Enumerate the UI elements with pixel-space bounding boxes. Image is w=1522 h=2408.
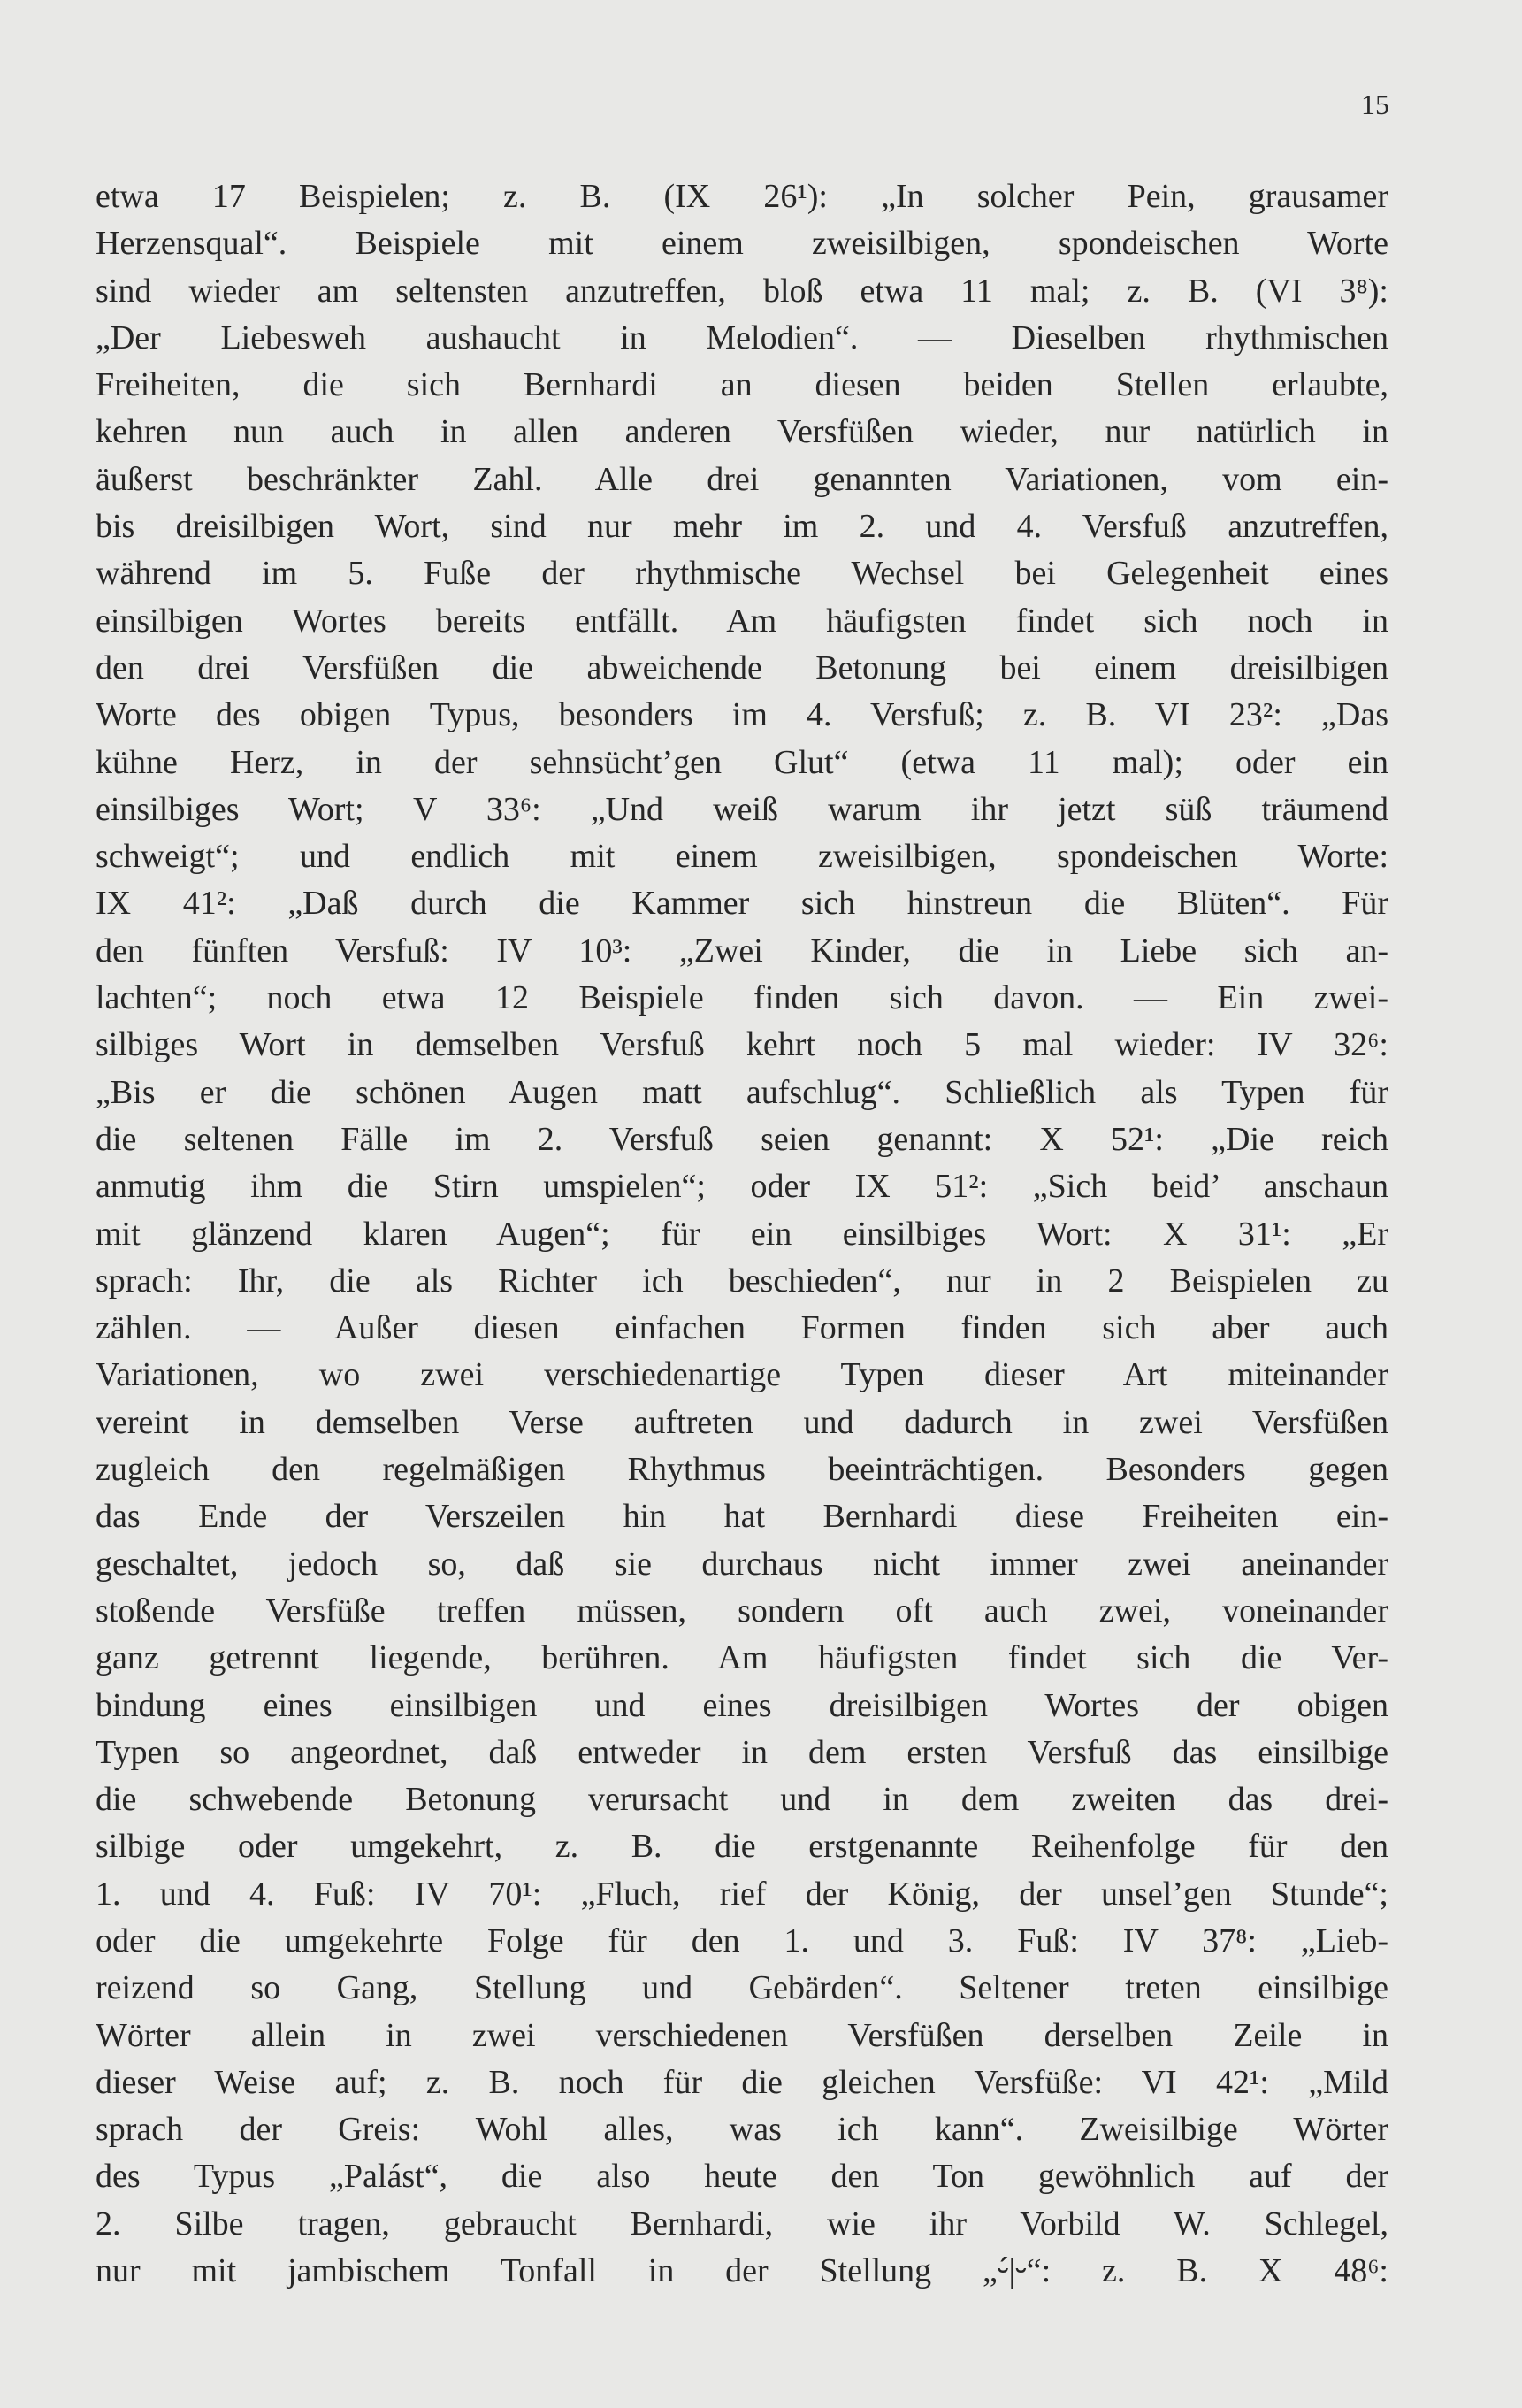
text-line: die schwebende Betonung verursacht und in dem zweiten das drei- bbox=[96, 1781, 1388, 1819]
page-number: 15 bbox=[1361, 88, 1389, 120]
text-line: äußerst beschränkter Zahl. Alle drei genannten Variationen, vom ein- bbox=[96, 460, 1388, 498]
text-line: während im 5. Fuße der rhythmische Wechsel bei Gelegenheit eines bbox=[96, 555, 1388, 593]
text-line: anmutig ihm die Stirn umspielen“; oder IX 51²: „Sich beid’ anschaun bbox=[96, 1168, 1388, 1206]
text-line: des Typus „Palást“, die also heute den Ton gewöhnlich auf der bbox=[96, 2158, 1388, 2196]
text-line: geschaltet, jedoch so, daß sie durchaus nicht immer zwei aneinander bbox=[96, 1545, 1388, 1583]
text-line: 1. und 4. Fuß: IV 70¹: „Fluch, rief der König, der unsel’gen Stunde“; bbox=[96, 1875, 1388, 1913]
text-line: 2. Silbe tragen, gebraucht Bernhardi, wie ihr Vorbild W. Schlegel, bbox=[96, 2205, 1388, 2243]
text-line: oder die umgekehrte Folge für den 1. und 3. Fuß: IV 37⁸: „Lieb- bbox=[96, 1921, 1388, 1959]
text-line: einsilbigen Wortes bereits entfällt. Am häufigsten findet sich noch in bbox=[96, 602, 1388, 640]
text-line: etwa 17 Beispielen; z. B. (IX 26¹): „In solcher Pein, grausamer bbox=[96, 178, 1388, 215]
body-text bbox=[96, 173, 1388, 2295]
text-line: Typen so angeordnet, daß entweder in dem ersten Versfuß das einsilbige bbox=[96, 1733, 1388, 1771]
text-line: Wörter allein in zwei verschiedenen Versfüßen derselben Zeile in bbox=[96, 2016, 1388, 2054]
text-line: das Ende der Verszeilen hin hat Bernhardi diese Freiheiten ein- bbox=[96, 1498, 1388, 1536]
text-line: Freiheiten, die sich Bernhardi an diesen beiden Stellen erlaubte, bbox=[96, 366, 1388, 404]
text-line: Herzensqual“. Beispiele mit einem zweisilbigen, spondeischen Worte bbox=[96, 225, 1388, 263]
text-line: „Der Liebesweh aushaucht in Melodien“. — Dieselben rhythmischen bbox=[96, 318, 1388, 357]
text-line: schweigt“; und endlich mit einem zweisilbigen, spondeischen Worte: bbox=[96, 838, 1388, 876]
text-line: stoßende Versfüße treffen müssen, sondern oft auch zwei, voneinander bbox=[96, 1591, 1388, 1630]
text-line: reizend so Gang, Stellung und Gebärden“. Seltener treten einsilbige bbox=[96, 1969, 1388, 2007]
text-line: vereint in demselben Verse auftreten und dadurch in zwei Versfüßen bbox=[96, 1403, 1388, 1441]
text-line: zugleich den regelmäßigen Rhythmus beeinträchtigen. Besonders gegen bbox=[96, 1451, 1388, 1489]
text-line: mit glänzend klaren Augen“; für ein einsilbiges Wort: X 31¹: „Er bbox=[96, 1215, 1388, 1253]
text-line: zählen. — Außer diesen einfachen Formen finden sich aber auch bbox=[96, 1309, 1388, 1347]
text-line: bis dreisilbigen Wort, sind nur mehr im 2. und 4. Versfuß anzutreffen, bbox=[96, 508, 1388, 546]
text-line: bindung eines einsilbigen und eines dreisilbigen Wortes der obigen bbox=[96, 1686, 1388, 1724]
text-line: ganz getrennt liegende, berühren. Am häufigsten findet sich die Ver- bbox=[96, 1639, 1388, 1677]
text-line: sprach der Greis: Wohl alles, was ich kann“. Zweisilbige Wörter bbox=[96, 2111, 1388, 2149]
text-line: nur mit jambischem Tonfall in der Stellung „⏑́|⏑“: z. B. X 48⁶: bbox=[96, 2252, 1388, 2290]
text-line: lachten“; noch etwa 12 Beispiele finden sich davon. — Ein zwei- bbox=[96, 979, 1388, 1017]
text-line: sprach: Ihr, die als Richter ich beschieden“, nur in 2 Beispielen zu bbox=[96, 1262, 1388, 1300]
text-line: kühne Herz, in der sehnsücht’gen Glut“ (etwa 11 mal); oder ein bbox=[96, 743, 1388, 781]
text-line: dieser Weise auf; z. B. noch für die gleichen Versfüße: VI 42¹: „Mild bbox=[96, 2063, 1388, 2101]
text-line: „Bis er die schönen Augen matt aufschlug“. Schließlich als Typen für bbox=[96, 1073, 1388, 1111]
text-line: die seltenen Fälle im 2. Versfuß seien genannt: X 52¹: „Die reich bbox=[96, 1120, 1388, 1158]
text-line: den fünften Versfuß: IV 10³: „Zwei Kinder, die in Liebe sich an- bbox=[96, 932, 1388, 970]
text-line: Variationen, wo zwei verschiedenartige Typen dieser Art miteinander bbox=[96, 1356, 1388, 1394]
text-line: einsilbiges Wort; V 33⁶: „Und weiß warum ihr jetzt süß träumend bbox=[96, 790, 1388, 828]
text-line: IX 41²: „Daß durch die Kammer sich hinstreun die Blüten“. Für bbox=[96, 885, 1388, 923]
text-line: sind wieder am seltensten anzutreffen, bloß etwa 11 mal; z. B. (VI 3⁸): bbox=[96, 272, 1388, 310]
text-line: den drei Versfüßen die abweichende Betonung bei einem dreisilbigen bbox=[96, 648, 1388, 686]
text-line: silbige oder umgekehrt, z. B. die erstgenannte Reihenfolge für den bbox=[96, 1828, 1388, 1866]
text-line: silbiges Wort in demselben Versfuß kehrt noch 5 mal wieder: IV 32⁶: bbox=[96, 1026, 1388, 1064]
text-line: kehren nun auch in allen anderen Versfüßen wieder, nur natürlich in bbox=[96, 413, 1388, 451]
text-line: Worte des obigen Typus, besonders im 4. Versfuß; z. B. VI 23²: „Das bbox=[96, 696, 1388, 734]
